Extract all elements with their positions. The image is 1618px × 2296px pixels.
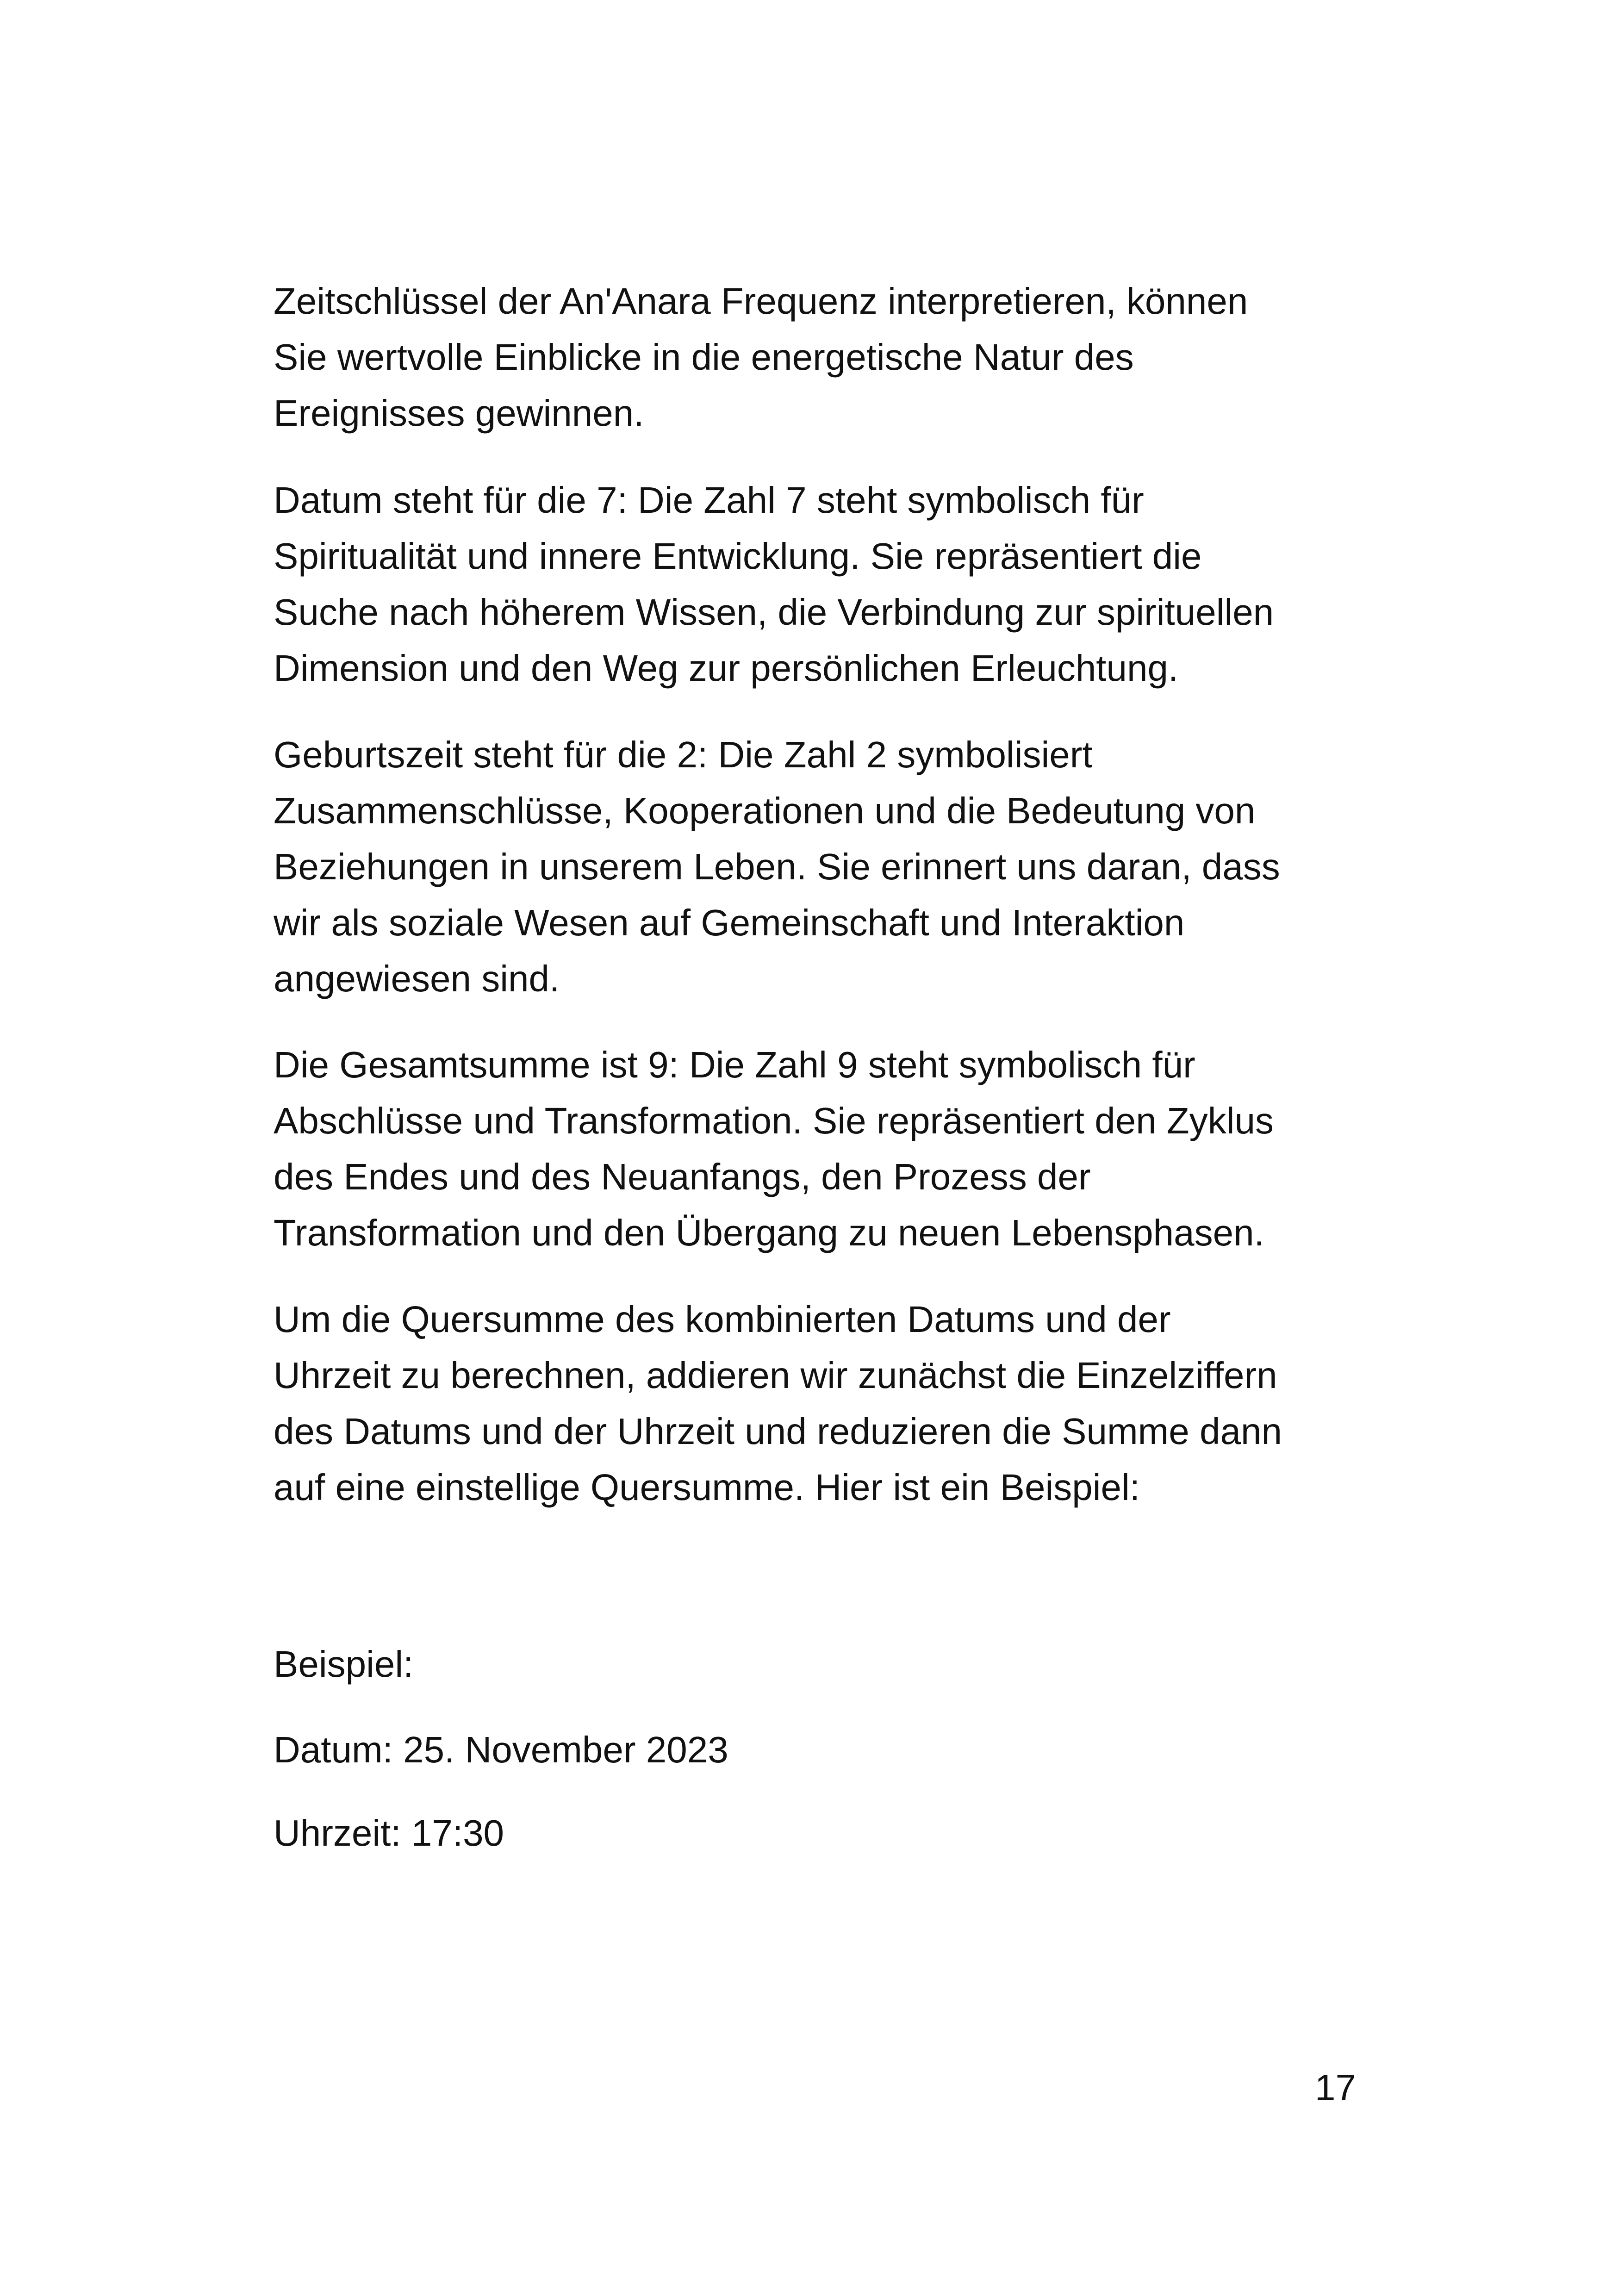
text-line: Sie wertvolle Einblicke in die energetische Natur des [274, 336, 1134, 378]
text-line: Um die Quersumme des kombinierten Datums und der [274, 1299, 1171, 1340]
text-line: wir als soziale Wesen auf Gemeinschaft und Interaktion [274, 902, 1185, 943]
text-line: Abschlüsse und Transformation. Sie repräsentiert den Zyklus [274, 1100, 1274, 1141]
text-line: auf eine einstellige Quersumme. Hier ist ein Beispiel: [274, 1467, 1140, 1508]
text-line: Ereignisses gewinnen. [274, 392, 644, 434]
text-line: Zeitschlüssel der An'Anara Frequenz interpretieren, können [274, 280, 1248, 322]
paragraph-total-nine [274, 1037, 1361, 1261]
example-heading: Beispiel: [274, 1643, 414, 1685]
paragraph-checksum-method [274, 1291, 1361, 1515]
text-line: Transformation und den Übergang zu neuen Lebensphasen. [274, 1212, 1264, 1253]
text-line: angewiesen sind. [274, 958, 560, 999]
example-time: Uhrzeit: 17:30 [274, 1812, 504, 1854]
example-date: Datum: 25. November 2023 [274, 1729, 728, 1770]
text-line: Zusammenschlüsse, Kooperationen und die Bedeutung von [274, 790, 1256, 831]
text-line: des Endes und des Neuanfangs, den Prozess der [274, 1156, 1091, 1197]
paragraph-date-seven [274, 472, 1361, 696]
text-line: Uhrzeit zu berechnen, addieren wir zunächst die Einzelziffern [274, 1355, 1277, 1396]
text-line: Datum steht für die 7: Die Zahl 7 steht symbolisch für [274, 479, 1144, 521]
text-line: Die Gesamtsumme ist 9: Die Zahl 9 steht symbolisch für [274, 1044, 1195, 1085]
text-line: Geburtszeit steht für die 2: Die Zahl 2 symbolisiert [274, 734, 1093, 775]
text-line: des Datums und der Uhrzeit und reduzieren die Summe dann [274, 1411, 1282, 1452]
paragraph-interpretation [274, 273, 1361, 441]
text-line: Suche nach höherem Wissen, die Verbindung zur spirituellen [274, 591, 1274, 633]
text-line: Spiritualität und innere Entwicklung. Sie repräsentiert die [274, 535, 1202, 577]
text-line: Beziehungen in unserem Leben. Sie erinnert uns daran, dass [274, 846, 1280, 887]
page-number: 17 [1315, 2067, 1356, 2108]
text-line: Dimension und den Weg zur persönlichen Erleuchtung. [274, 647, 1179, 689]
paragraph-birth-time-two [274, 727, 1361, 1007]
